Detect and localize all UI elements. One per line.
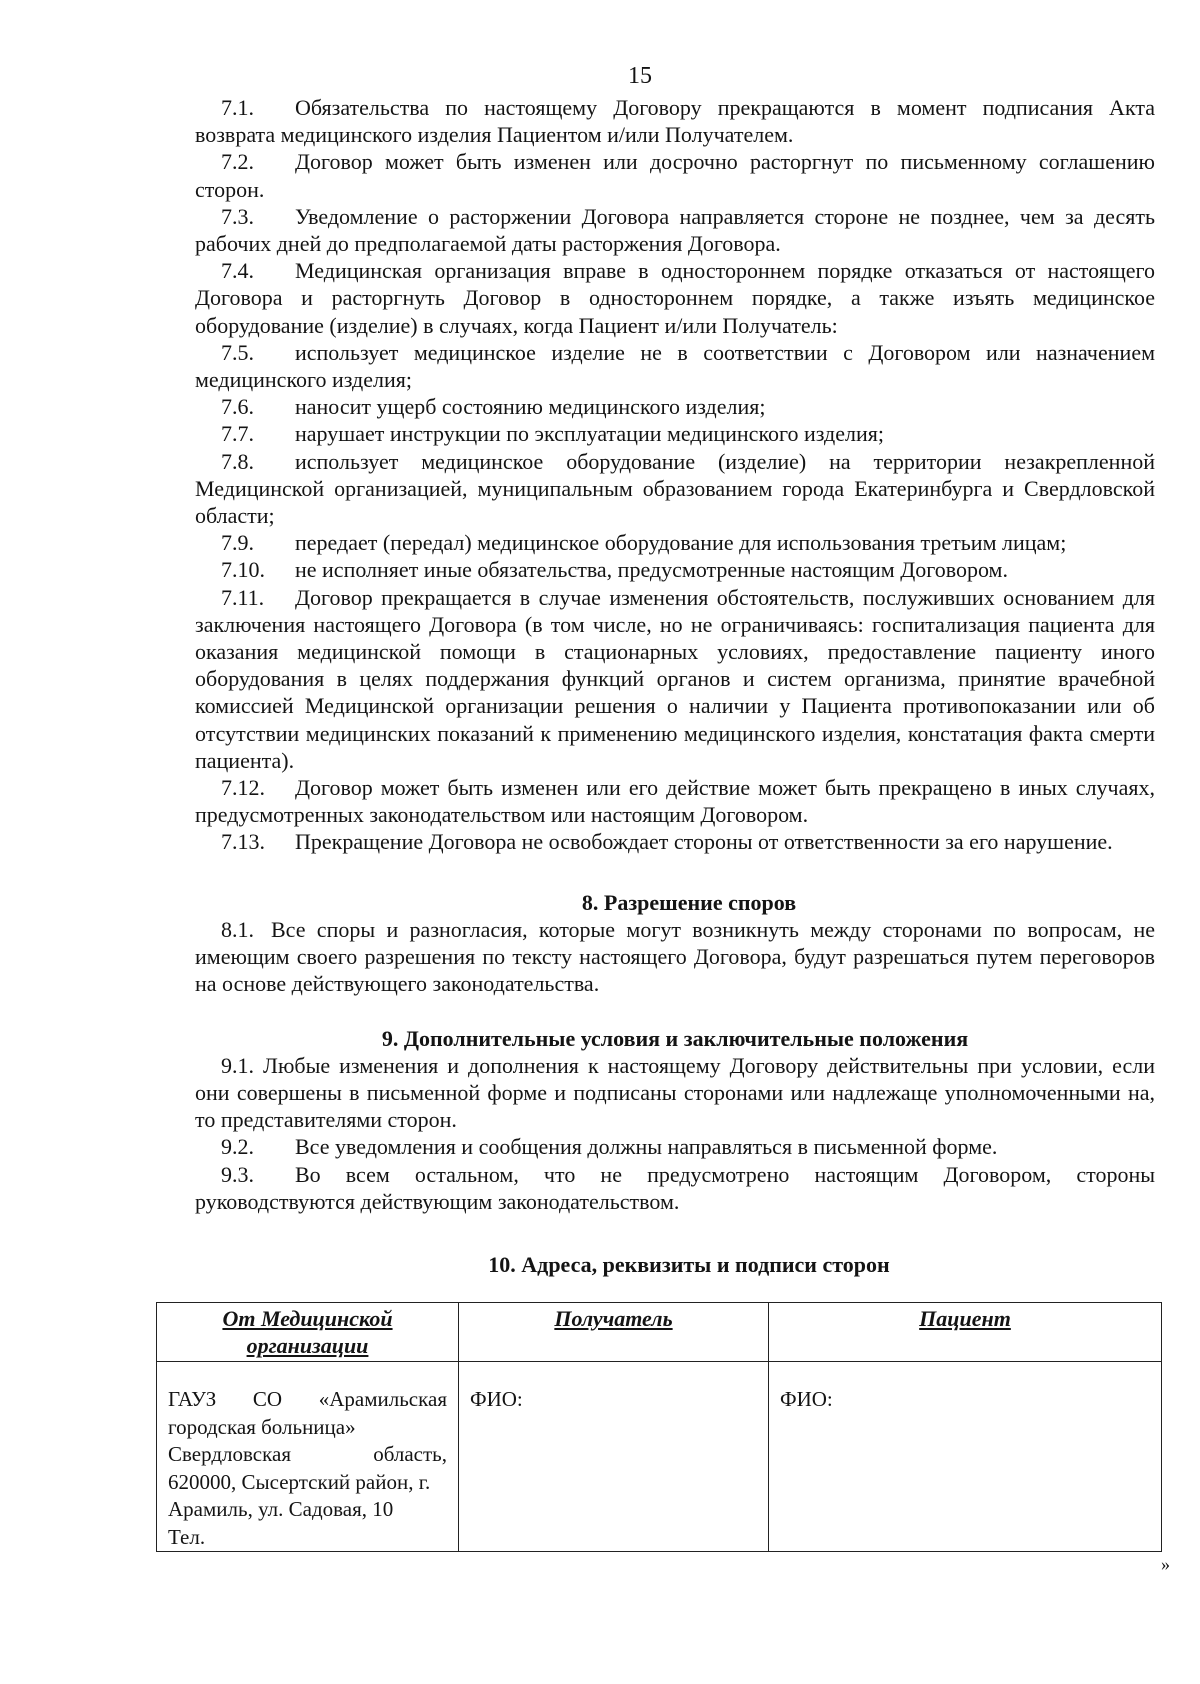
paragraph-text: Все споры и разногласия, которые могут возникнуть между сторонами по вопросам, не имеющим своего разрешения по тексту настоящего Договора, будут разрешаться путем переговоров на основе действующего законодательства.	[195, 916, 1155, 997]
paragraph-9-1: 9.1. Любые изменения и дополнения к настоящему Договору действительны при условии, если они совершены в письменной форме и подписаны сторонами или надлежаще уполномоченными на, то представителями сторон.	[195, 1052, 1155, 1133]
section-7	[195, 94, 1155, 856]
paragraph-number: 7.8.	[221, 448, 254, 474]
paragraph-7-11	[195, 584, 1155, 774]
paragraph-7-10	[195, 556, 1155, 583]
paragraph-7-3	[195, 203, 1155, 257]
paragraph-text: Договор прекращается в случае изменения обстоятельств, послуживших основанием для заключения настоящего Договора (в том числе, но не ограничиваясь: госпитализация пациента для оказания медицинской помощи в стационарных условиях, предоставление пациенту иного оборудования в целях поддержания функций органов и систем организма, принятие врачебной комиссией Медицинской организации решения о наличии у Пациента противопоказании или об отсутствии медицинских показаний к применению медицинского изделия, констатация факта смерти пациента).	[195, 584, 1155, 773]
paragraph-number: 7.6.	[221, 394, 254, 420]
paragraph-number: 7.3.	[221, 203, 254, 229]
paragraph-text: Договор может быть изменен или досрочно расторгнут по письменному соглашению сторон.	[195, 149, 1155, 202]
paragraph-text: использует медицинское оборудование (изделие) на территории незакрепленной Медицинской организацией, муниципальным образованием города Екатеринбурга и Свердловской области;	[195, 448, 1155, 529]
paragraph-7-13	[195, 828, 1155, 855]
paragraph-text: Медицинская организация вправе в одностороннем порядке отказаться от настоящего Договора и расторгнуть Договор в одностороннем порядке, а также изъять медицинское оборудование (изделие) в случаях, когда Пациент и/или Получатель:	[195, 258, 1155, 338]
paragraph-number: 7.4.	[221, 258, 254, 284]
paragraph-number: 7.1.	[221, 95, 254, 120]
paragraph-7-9	[195, 529, 1155, 556]
paragraph-text: Прекращение Договора не освобождает стороны от ответственности за его нарушение.	[295, 829, 1113, 855]
recipient-fio: ФИО:	[459, 1362, 769, 1552]
org-postal-line: 620000, Сысертский район, г.	[168, 1469, 431, 1494]
paragraph-7-8	[195, 448, 1155, 530]
paragraph-text: Уведомление о расторжении Договора направляется стороне не позднее, чем за десять рабочих дней до предполагаемой даты расторжения Договора.	[195, 203, 1155, 257]
medical-organization-details	[157, 1362, 459, 1552]
document-body	[168, 94, 1155, 1552]
paragraph-text: не исполняет иные обязательства, предусмотренные настоящим Договором.	[295, 557, 1008, 583]
paragraph-7-12	[195, 774, 1155, 828]
paragraph-9-2	[195, 1133, 1155, 1160]
paragraph-7-6	[195, 393, 1155, 420]
paragraph-number: 9.2.	[221, 1134, 254, 1160]
paragraph-number: 8.1.	[221, 916, 254, 942]
paragraph-text: Обязательства по настоящему Договору прекращаются в момент подписания Акта возврата медицинского изделия Пациентом и/или Получателем.	[195, 95, 1155, 148]
paragraph-number: 7.7.	[221, 421, 254, 447]
paragraph-text: нарушает инструкции по эксплуатации медицинского изделия;	[295, 421, 884, 447]
paragraph-number: 9.3.	[221, 1161, 254, 1187]
paragraph-7-5	[195, 339, 1155, 393]
paragraph-text: передает (передал) медицинское оборудование для использования третьим лицам;	[295, 530, 1067, 556]
paragraph-number: 7.2.	[221, 149, 254, 175]
header-patient: Пациент	[769, 1303, 1162, 1362]
paragraph-text: наносит ущерб состоянию медицинского изделия;	[295, 394, 766, 420]
paragraph-text: Во всем остальном, что не предусмотрено настоящим Договором, стороны руководствуются действующим законодательством.	[195, 1161, 1155, 1214]
paragraph-text: Все уведомления и сообщения должны направляться в письменной форме.	[295, 1134, 998, 1160]
section-10-heading: 10. Адреса, реквизиты и подписи сторон	[488, 1251, 890, 1277]
org-street-line: Арамиль, ул. Садовая, 10	[168, 1497, 394, 1522]
paragraph-number: 7.9.	[221, 530, 254, 556]
paragraph-number: 7.12.	[221, 775, 265, 801]
paragraph-text: использует медицинское изделие не в соответствии с Договором или назначением медицинского изделия;	[195, 339, 1155, 393]
paragraph-7-7	[195, 420, 1155, 447]
org-name-line-2: городская больница»	[168, 1414, 356, 1439]
org-phone-line: Тел.	[168, 1524, 206, 1549]
paragraph-number: 7.10.	[221, 557, 265, 583]
signature-table-body-row	[157, 1362, 1162, 1552]
section-9-heading: 9. Дополнительные условия и заключительные положения	[381, 1025, 969, 1051]
header-medical-organization: От Медицинской организации	[157, 1303, 459, 1362]
paragraph-text: Договор может быть изменен или его действие может быть прекращено в иных случаях, предусмотренных законодательством или настоящим Договором.	[195, 775, 1155, 828]
paragraph-number: 7.13.	[221, 829, 265, 855]
paragraph-7-4	[195, 257, 1155, 339]
paragraph-number: 7.5.	[221, 339, 254, 365]
patient-fio: ФИО:	[769, 1362, 1162, 1552]
signature-table-header-row	[157, 1303, 1162, 1362]
paragraph-7-2	[195, 148, 1155, 202]
section-8-heading: 8. Разрешение споров	[581, 889, 797, 915]
paragraph-8-1	[195, 916, 1155, 998]
org-region-line: Свердловская область,	[168, 1442, 447, 1467]
header-recipient: Получатель	[459, 1303, 769, 1362]
signature-table	[156, 1302, 1162, 1552]
trailing-quote-mark: »	[1161, 1554, 1170, 1574]
paragraph-9-3	[195, 1161, 1155, 1215]
paragraph-7-1	[195, 94, 1155, 148]
org-name-line: ГАУЗ СО «Арамильская	[168, 1387, 447, 1412]
page-number: 15	[628, 63, 652, 89]
paragraph-number: 7.11.	[221, 584, 265, 610]
